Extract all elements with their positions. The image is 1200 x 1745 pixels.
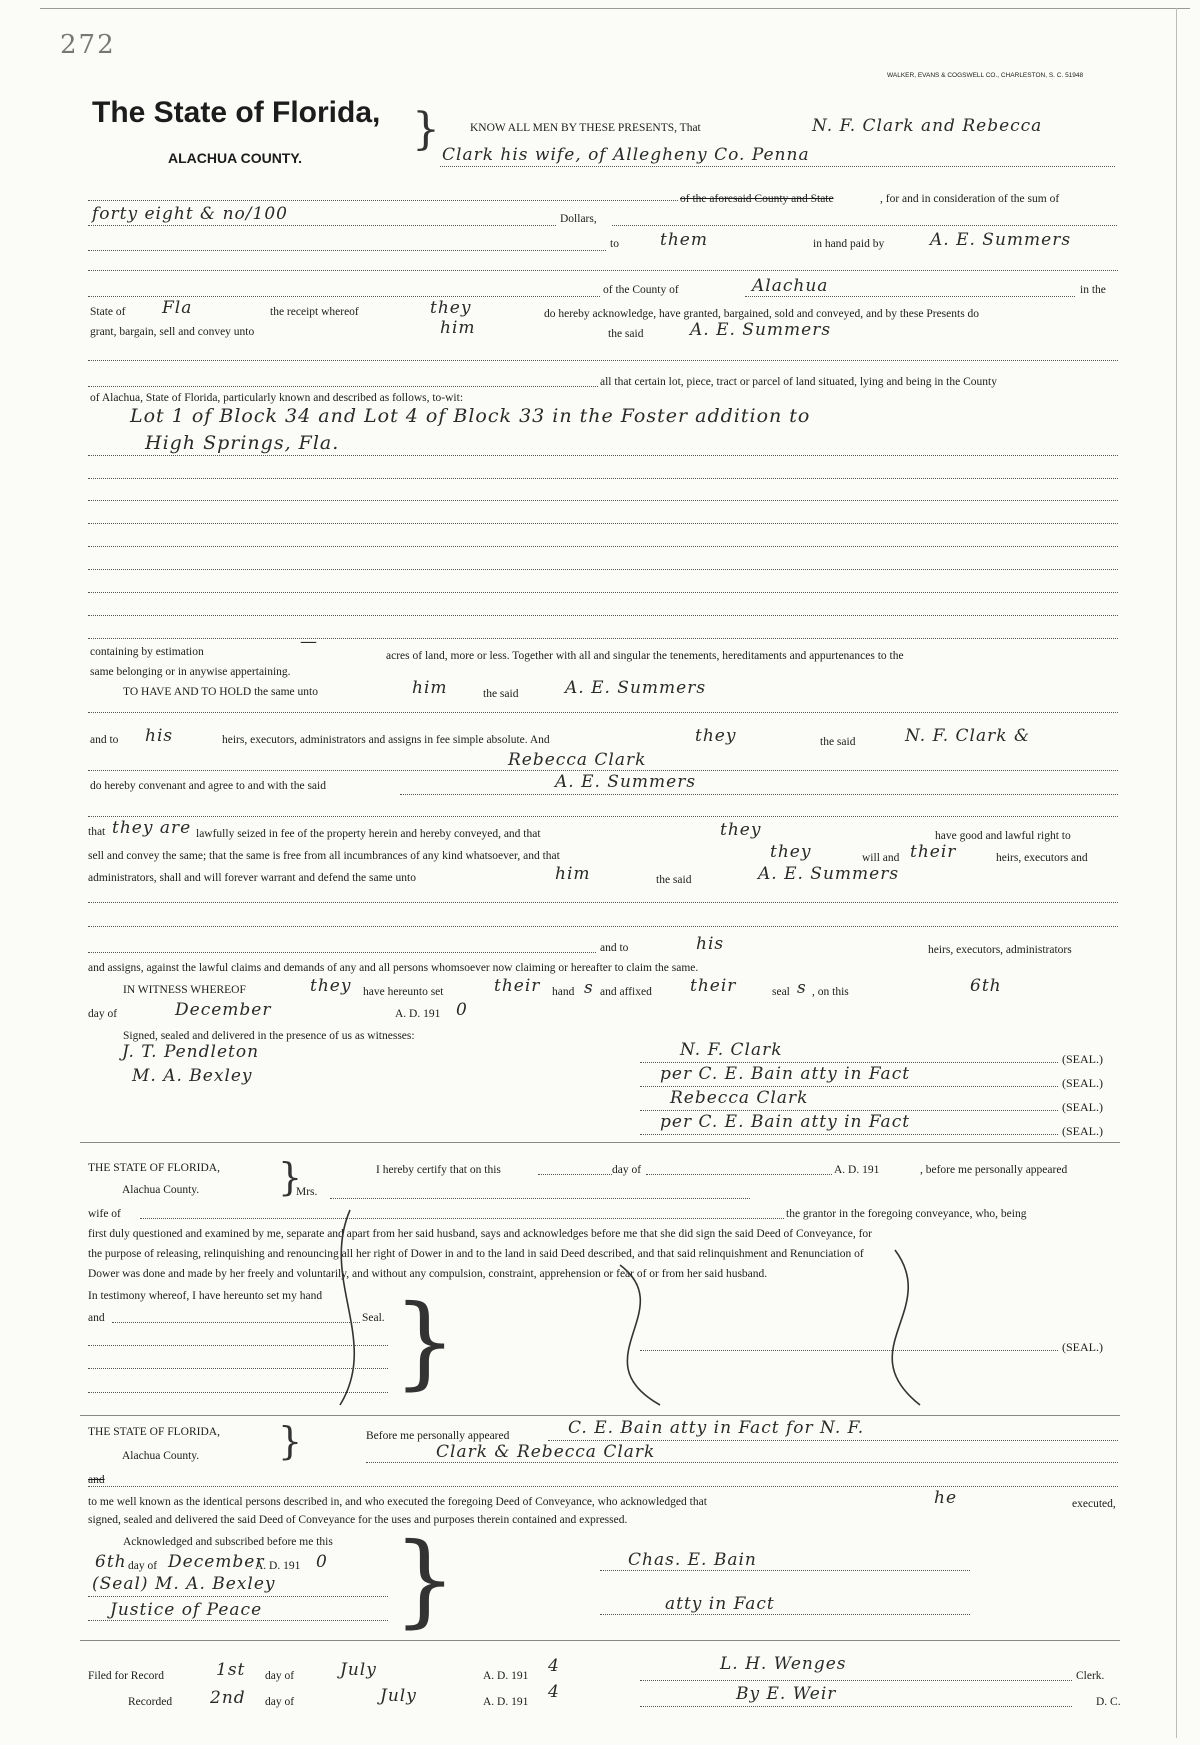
dower-testimony: In testimony whereof, I have hereunto set my hand [88,1290,323,1302]
dots [88,770,1118,771]
the-said-label: the said [608,328,644,340]
and-to-2-hand: his [696,934,725,954]
ack-signed-text: signed, sealed and delivered the said Deed of Conveyance for the uses and purposes therein contained and expressed. [88,1514,628,1526]
and-to-hand: his [145,726,174,746]
grant-unto-hand: him [440,318,476,338]
ack-known-text: to me well known as the identical persons described in, and who executed the foregoing Deed of Conveyance, who acknowledged that [88,1496,707,1508]
dower-cancel-strokes [320,1190,1020,1420]
that-hand: they are [112,818,192,838]
signature-1: N. F. Clark [680,1040,783,1060]
dower-seal-brace: } [393,1283,457,1400]
estimation-label: containing by estimation [90,646,204,658]
covenant-grantor-line2: Rebecca Clark [508,750,647,770]
rec-day-of: day of [265,1696,295,1708]
on-this-hand: 6th [970,976,1002,996]
dots [88,296,600,297]
ack-appeared-line1: C. E. Bain atty in Fact for N. F. [568,1418,865,1438]
admin-said: the said [656,874,692,886]
ad-label: A. D. 191 [395,1008,441,1020]
header-brace: } [412,104,440,155]
and-to-2: and to [600,942,629,954]
consideration-text: , for and in consideration of the sum of [880,193,1060,205]
dower-day-of: day of [612,1164,642,1176]
habendum-said: the said [483,688,519,700]
seal-mark: (SEAL.) [1062,1052,1103,1066]
dots [640,1110,1058,1111]
dower-grantor: the grantor in the foregoing conveyance, who, being [786,1208,1027,1220]
dollars-label: Dollars, [560,213,597,225]
will-and-label: will and [862,852,900,864]
description-line1: Lot 1 of Block 34 and Lot 4 of Block 33 in the Foster addition to [130,405,811,427]
filed-ad: A. D. 191 [483,1670,529,1682]
dots [88,1486,1118,1487]
sum-hand: forty eight & no/100 [92,204,288,224]
dots [366,1462,1118,1463]
ack-signer-line2: atty in Fact [665,1594,775,1614]
witness-hand: they [310,976,352,996]
seized-text: lawfully seized in fee of the property herein and hereby conveyed, and that [196,828,541,840]
that-label: that [88,826,106,838]
filed-day-hand: 1st [216,1660,246,1680]
receipt-label: the receipt whereof [270,306,359,318]
seal-mark: (SEAL.) [1062,1124,1103,1138]
county-of-hand: Alachua [752,276,829,296]
dots [88,455,1118,456]
clerk-label: Clerk. [1076,1670,1105,1682]
county-of-label: of the County of [603,284,679,296]
printer-imprint: WALKER, EVANS & COGSWELL CO., CHARLESTON, S. C. 51948 [887,72,1084,79]
dots [400,794,1118,795]
struck-county-state: of the aforesaid County and State [680,193,834,205]
dots [88,523,1118,524]
recorded-label: Recorded [128,1696,173,1708]
payer-hand: A. E. Summers [930,230,1072,250]
dots [88,816,1118,817]
on-this-label: , on this [812,986,849,998]
right-text: have good and lawful right to [935,830,1071,842]
dots [548,1440,1118,1441]
dots [640,1134,1058,1135]
dots [88,952,596,953]
rec-ad: A. D. 191 [483,1696,529,1708]
dots [600,1570,970,1571]
dots [88,592,1118,593]
habendum-hand: him [412,678,448,698]
dots [612,225,1117,226]
dots [88,569,1118,570]
seal-mark: (SEAL.) [1062,1340,1103,1354]
dower-and: and [88,1312,105,1324]
intro-text: KNOW ALL MEN BY THESE PRESENTS, That [470,122,701,134]
alachua-text: of Alachua, State of Florida, particularly known and described as follows, to-wit: [90,392,464,404]
dower-para-2: the purpose of releasing, relinquishing and renouncing all her right of Dower in and to the land in said Deed described, and that said relinquishment and Renunciation of [88,1248,864,1260]
heirs-exec-2: heirs, executors, administrators [928,944,1072,956]
ack-officer-line2: Justice of Peace [110,1600,263,1620]
hand-s: s [584,978,594,998]
ack-brace: } [278,1419,303,1463]
belonging-text: same belonging or in anywise appertaining. [90,666,291,678]
state-title: The State of Florida, [92,96,381,129]
admin-grantee: A. E. Summers [758,864,900,884]
dots [88,615,1118,616]
dots [88,1596,388,1597]
witness-1: J. T. Pendleton [122,1042,260,1062]
rec-day-hand: 2nd [210,1688,246,1708]
will-hand: their [910,842,957,862]
dower-brace: } [278,1155,303,1199]
lot-text: all that certain lot, piece, tract or parcel of land situated, lying and being in the County [600,376,997,388]
heirs-text: heirs, executors, administrators and assigns in fee simple absolute. And [222,734,550,746]
rec-month-hand: July [380,1686,417,1706]
dots [88,1620,388,1621]
section-rule [80,1415,1120,1416]
and-hand: they [695,726,737,746]
estimation-hand: — [300,632,318,652]
section-rule [80,1142,1120,1143]
witness-label: IN WITNESS WHEREOF [123,984,246,996]
dots [88,225,556,226]
ack-sub-ad-hand: 0 [316,1552,328,1572]
filed-day-of: day of [265,1670,295,1682]
clerk-hand: L. H. Wenges [720,1654,847,1674]
dower-county: Alachua County. [122,1184,200,1196]
seal-label: seal [772,986,790,998]
filed-month-hand: July [340,1660,377,1680]
ack-sub-day-hand: 6th [95,1552,127,1572]
page-number: 272 [60,30,116,60]
state-of-label: State of [90,306,126,318]
dots [440,166,1115,167]
grantors-line2: Clark his wife, of Allegheny Co. Penna [442,145,810,165]
dower-ad: A. D. 191 [834,1164,880,1176]
admin-text: administrators, shall and will forever warrant and defend the same unto [88,872,416,884]
seal-mark: (SEAL.) [1062,1076,1103,1090]
seized-hand: they [720,820,762,840]
assigns-text: and assigns, against the lawful claims and demands of any and all persons whomsoever now claiming or hereafter to claim the same. [88,962,699,974]
dots [88,546,1118,547]
grantee-hand: A. E. Summers [690,320,832,340]
acknowledge-text: do hereby acknowledge, have granted, bargained, sold and conveyed, and by these Presents do [544,308,980,320]
hereunto-label: have hereunto set [363,986,444,998]
description-line2: High Springs, Fla. [145,432,340,454]
covenant-text: do hereby convenant and agree to and with the said [90,780,326,792]
dots [88,712,1118,713]
dower-before: , before me personally appeared [920,1164,1068,1176]
dots [640,1086,1058,1087]
dots [640,1062,1058,1063]
dots [88,250,606,251]
dots [88,200,678,201]
ack-officer-line1: (Seal) M. A. Bexley [92,1574,276,1594]
habendum-label: TO HAVE AND TO HOLD the same unto [123,686,318,698]
ack-signer-line1: Chas. E. Bain [628,1550,757,1570]
state-hand: Fla [162,298,193,318]
dower-wife-of: wife of [88,1208,121,1220]
dower-para-1: first duly questioned and examined by me, separate and apart from her said husband, says and acknowledges before me that she did sign the said Deed of Conveyance, for [88,1228,872,1240]
witness-2: M. A. Bexley [132,1066,253,1086]
ack-and-struck: and [88,1474,105,1486]
dots [640,1706,1072,1707]
signed-text: Signed, sealed and delivered in the presence of us as witnesses: [123,1030,415,1042]
grantors-line1: N. F. Clark and Rebecca [812,116,1043,136]
hereunto-hand: their [494,976,541,996]
section-rule [80,1640,1120,1641]
signature-4: per C. E. Bain atty in Fact [660,1112,911,1132]
rec-year-hand: 4 [548,1682,560,1702]
heirs-exec-label: heirs, executors and [996,852,1088,864]
ack-county: Alachua County. [122,1450,200,1462]
ack-seal-brace: } [393,1521,457,1638]
hand-label: hand [552,986,575,998]
acres-text: acres of land, more or less. Together with all and singular the tenements, hereditaments and appurtenances to the [386,650,904,662]
dc-label: D. C. [1096,1696,1121,1708]
ack-state: THE STATE OF FLORIDA, [88,1426,220,1438]
dc-hand: By E. Weir [736,1684,837,1704]
sell-hand: they [770,842,812,862]
dots [88,638,1118,639]
dower-para-3: Dower was done and made by her freely and voluntarily, and without any compulsion, constraint, apprehension or fear of or from her said husband. [88,1268,768,1280]
ack-before: Before me personally appeared [366,1430,510,1442]
seal-s: s [797,978,807,998]
said-label-2: the said [820,736,856,748]
ack-appeared-line2: Clark & Rebecca Clark [436,1442,656,1462]
ack-subscribed: Acknowledged and subscribed before me this [123,1536,333,1548]
seal-mark: (SEAL.) [1062,1100,1103,1114]
affixed-hand: their [690,976,737,996]
ack-sub-ad: A. D. 191 [255,1560,301,1572]
in-the-label: in the [1080,284,1106,296]
dower-certify: I hereby certify that on this [376,1164,501,1176]
filed-year-hand: 4 [548,1656,560,1676]
admin-hand: him [555,864,591,884]
signature-2: per C. E. Bain atty in Fact [660,1064,911,1084]
dots [88,270,1118,271]
dower-mrs: Mrs. [296,1186,318,1198]
dower-state: THE STATE OF FLORIDA, [88,1162,220,1174]
and-to-label: and to [90,734,119,746]
page-right-rule [1176,8,1177,1738]
sell-text: sell and convey the same; that the same is free from all incumbrances of any kind whatsoever, and that [88,850,560,862]
county-title: ALACHUA COUNTY. [168,150,303,166]
ack-sub-month-hand: December [168,1552,265,1572]
affixed-label: and affixed [600,986,652,998]
signature-3: Rebecca Clark [670,1088,809,1108]
to-hand: them [660,230,708,250]
dots [88,478,1118,479]
paid-by-label: in hand paid by [813,238,885,250]
page-top-rule [40,8,1190,9]
ack-sub-day-label: day of [128,1560,158,1572]
habendum-grantee: A. E. Summers [565,678,707,698]
grant-text: grant, bargain, sell and convey unto [90,326,255,338]
ack-executed: executed, [1072,1498,1116,1510]
dots [646,1174,832,1175]
dots [88,500,1118,501]
to-label: to [610,238,619,250]
day-of-hand: December [175,1000,272,1020]
covenant-grantee: A. E. Summers [555,772,697,792]
receipt-hand: they [430,298,472,318]
dots [88,926,1118,927]
covenant-grantor-line1: N. F. Clark & [905,726,1031,746]
dots [745,296,1075,297]
dots [600,1614,970,1615]
dots [88,360,1118,361]
filed-label: Filed for Record [88,1670,165,1682]
ack-known-hand: he [934,1488,958,1508]
day-of-label: day of [88,1008,118,1020]
dots [538,1174,612,1175]
dots [88,386,598,387]
dots [640,1680,1072,1681]
dower-seal: Seal. [362,1312,385,1324]
dots [88,902,1118,903]
ad-hand: 0 [456,1000,468,1020]
